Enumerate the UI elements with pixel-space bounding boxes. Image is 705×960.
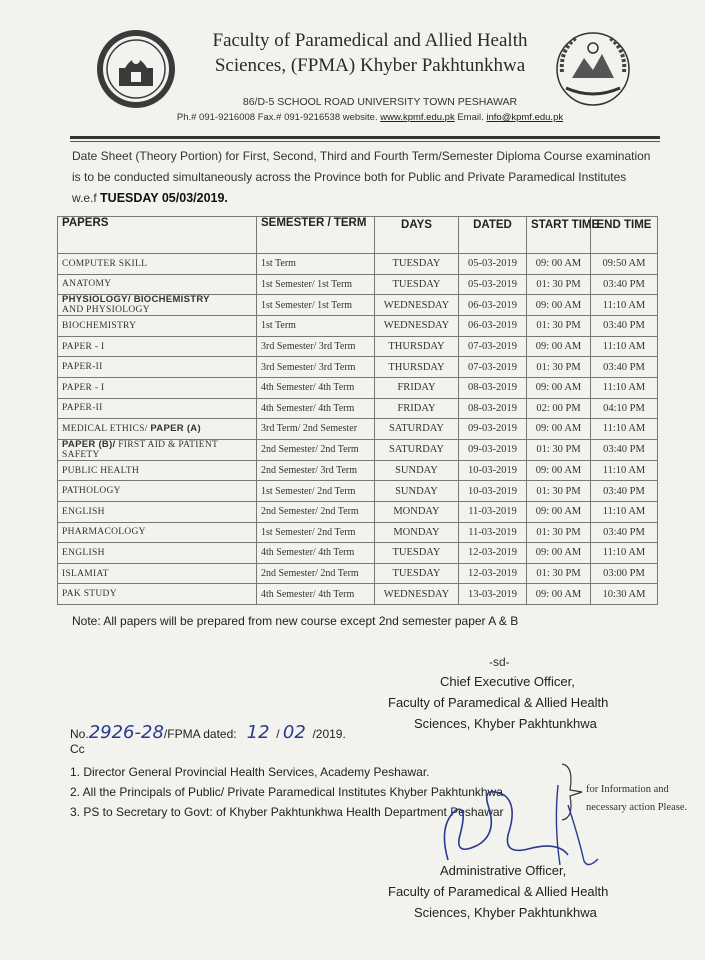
paper-name: PAPER-II xyxy=(62,362,103,373)
cell-date: 13-03-2019 xyxy=(459,584,527,605)
cell-paper xyxy=(58,254,257,275)
paper-name: PAK STUDY xyxy=(62,589,117,600)
cell-end-time: 03:40 PM xyxy=(591,481,658,502)
cell-day: SUNDAY xyxy=(375,460,459,481)
intro-text: Date Sheet (Theory Portion) for First, Second, Third and Fourth Term/Semester Diploma Course examination is to be conducted simultaneously across the Province both for Public and Private Paramedical Institutes w.e.f xyxy=(72,149,651,205)
cell-date: 07-03-2019 xyxy=(459,357,527,378)
cc-label: Cc xyxy=(70,742,85,756)
cell-end-time: 03:00 PM xyxy=(591,563,658,584)
paper-name: PAPER - I xyxy=(62,341,105,352)
ref-no-label: No. xyxy=(70,727,89,741)
cell-date: 12-03-2019 xyxy=(459,563,527,584)
cell-date: 11-03-2019 xyxy=(459,522,527,543)
cell-start-time: 01: 30 PM xyxy=(527,357,591,378)
cell-end-time: 11:10 AM xyxy=(591,419,658,440)
paper-name: ISLAMIAT xyxy=(62,568,109,579)
cell-start-time: 01: 30 PM xyxy=(527,274,591,295)
admin-faculty: Faculty of Paramedical & Allied Health xyxy=(388,884,609,899)
cell-end-time: 11:10 AM xyxy=(591,377,658,398)
cell-paper xyxy=(58,295,257,316)
cell-end-time: 04:10 PM xyxy=(591,398,658,419)
cell-start-time: 09: 00 AM xyxy=(527,543,591,564)
cell-semester: 3rd Term/ 2nd Semester xyxy=(257,419,375,440)
cell-end-time: 11:10 AM xyxy=(591,336,658,357)
table-row xyxy=(58,274,658,295)
cell-date: 06-03-2019 xyxy=(459,316,527,337)
header-start-time: START TIME xyxy=(527,217,591,254)
cell-start-time: 09: 00 AM xyxy=(527,295,591,316)
cell-start-time: 09: 00 AM xyxy=(527,254,591,275)
cell-day: SATURDAY xyxy=(375,419,459,440)
cell-start-time: 01: 30 PM xyxy=(527,481,591,502)
cell-semester: 3rd Semester/ 3rd Term xyxy=(257,336,375,357)
cell-day: TUESDAY xyxy=(375,274,459,295)
email-link[interactable]: info@kpmf.edu.pk xyxy=(486,112,564,123)
title-line-1: Faculty of Paramedical and Allied Health xyxy=(212,30,528,51)
admin-title: Administrative Officer, xyxy=(440,863,567,878)
cc-item-3: 3. PS to Secretary to Govt: of Khyber Pakhtunkhwa Health Department Peshawar xyxy=(70,805,504,819)
ceo-faculty: Faculty of Paramedical & Allied Health xyxy=(388,695,609,710)
table-row xyxy=(58,584,658,605)
cell-paper xyxy=(58,357,257,378)
cell-date: 08-03-2019 xyxy=(459,398,527,419)
cell-semester: 1st Semester/ 1st Term xyxy=(257,274,375,295)
cc-item-2: 2. All the Principals of Public/ Private Paramedical Institutes Khyber Pakhtunkhwa. xyxy=(70,785,507,799)
cell-end-time: 11:10 AM xyxy=(591,460,658,481)
paper-name-cont: AND PHYSIOLOGY xyxy=(62,305,150,316)
table-row xyxy=(58,398,658,419)
website-link[interactable]: www.kpmf.edu.pk xyxy=(380,112,455,123)
cell-paper xyxy=(58,584,257,605)
table-row xyxy=(58,336,658,357)
cell-date: 05-03-2019 xyxy=(459,274,527,295)
cell-start-time: 09: 00 AM xyxy=(527,419,591,440)
cell-date: 10-03-2019 xyxy=(459,460,527,481)
paper-name: ANATOMY xyxy=(62,279,112,290)
cell-paper xyxy=(58,439,257,460)
cell-day: MONDAY xyxy=(375,501,459,522)
sd-mark: -sd- xyxy=(489,655,510,669)
cell-end-time: 11:10 AM xyxy=(591,501,658,522)
table-row xyxy=(58,295,658,316)
ceo-title: Chief Executive Officer, xyxy=(440,674,575,689)
cell-paper xyxy=(58,419,257,440)
cell-semester: 1st Semester/ 2nd Term xyxy=(257,522,375,543)
cell-end-time: 03:40 PM xyxy=(591,439,658,460)
ceo-region: Sciences, Khyber Pakhtunkhwa xyxy=(414,716,597,731)
table-row xyxy=(58,357,658,378)
paper-name: ENGLISH xyxy=(62,506,105,517)
table-row xyxy=(58,316,658,337)
address: 86/D-5 SCHOOL ROAD UNIVERSITY TOWN PESHAWAR xyxy=(242,96,518,108)
fax: Fax.# 091-9216538 xyxy=(257,112,341,123)
table-header-row xyxy=(58,217,658,254)
paper-name: COMPUTER SKILL xyxy=(62,258,148,269)
contact-line xyxy=(130,112,610,123)
table-row xyxy=(58,254,658,275)
note: Note: All papers will be prepared from new course except 2nd semester paper A & B xyxy=(72,614,519,628)
cell-end-time: 03:40 PM xyxy=(591,274,658,295)
email-label: Email. xyxy=(457,112,484,123)
paper-name: PHYSIOLOGY/ BIOCHEMISTRY xyxy=(62,294,210,306)
cell-start-time: 01: 30 PM xyxy=(527,439,591,460)
cell-day: TUESDAY xyxy=(375,254,459,275)
paper-name: ENGLISH xyxy=(62,547,105,558)
cell-end-time: 03:40 PM xyxy=(591,357,658,378)
cell-day: TUESDAY xyxy=(375,543,459,564)
page-title xyxy=(180,28,560,78)
paper-name: PATHOLOGY xyxy=(62,486,121,497)
cell-end-time: 03:40 PM xyxy=(591,522,658,543)
intro-date: TUESDAY 05/03/2019. xyxy=(100,191,228,205)
cell-date: 10-03-2019 xyxy=(459,481,527,502)
cell-day: WEDNESDAY xyxy=(375,584,459,605)
paper-name: PHARMACOLOGY xyxy=(62,527,146,538)
paper-name: BIOCHEMISTRY xyxy=(62,320,137,331)
phone: Ph.# 091-9216008 xyxy=(176,112,256,123)
header-semester: SEMESTER / TERM xyxy=(257,217,375,254)
table-row xyxy=(58,460,658,481)
ref-year: /2019. xyxy=(312,727,346,741)
header-papers: PAPERS xyxy=(58,217,257,254)
cell-semester: 1st Term xyxy=(257,254,375,275)
admin-region: Sciences, Khyber Pakhtunkhwa xyxy=(414,905,597,920)
table-row xyxy=(58,563,658,584)
paper-name: PAPER-II xyxy=(62,403,103,414)
ref-day-handwritten: 12 xyxy=(246,722,270,743)
intro-paragraph xyxy=(72,146,652,209)
for-action-line-1: for Information and xyxy=(586,784,669,795)
ref-month-handwritten: 02 xyxy=(282,722,306,743)
table-row xyxy=(58,501,658,522)
cell-semester: 4th Semester/ 4th Term xyxy=(257,584,375,605)
cell-paper xyxy=(58,274,257,295)
table-row xyxy=(58,522,658,543)
header-dated: DATED xyxy=(459,217,527,254)
header-divider-thin xyxy=(70,141,660,142)
cell-date: 09-03-2019 xyxy=(459,419,527,440)
cell-end-time: 11:10 AM xyxy=(591,295,658,316)
cell-day: MONDAY xyxy=(375,522,459,543)
cell-semester: 2nd Semester/ 2nd Term xyxy=(257,563,375,584)
cell-paper xyxy=(58,563,257,584)
cell-date: 08-03-2019 xyxy=(459,377,527,398)
cell-start-time: 09: 00 AM xyxy=(527,377,591,398)
cell-semester: 2nd Semester/ 3rd Term xyxy=(257,460,375,481)
cell-paper xyxy=(58,543,257,564)
cell-paper xyxy=(58,336,257,357)
paper-name: PUBLIC HEALTH xyxy=(62,465,140,476)
cell-day: WEDNESDAY xyxy=(375,295,459,316)
cell-date: 11-03-2019 xyxy=(459,501,527,522)
cell-start-time: 09: 00 AM xyxy=(527,501,591,522)
cell-semester: 4th Semester/ 4th Term xyxy=(257,377,375,398)
table-row xyxy=(58,419,658,440)
cell-semester: 4th Semester/ 4th Term xyxy=(257,543,375,564)
for-action-line-2: necessary action Please. xyxy=(586,802,688,813)
website-label: website. xyxy=(342,112,378,123)
cell-start-time: 09: 00 AM xyxy=(527,336,591,357)
table-row xyxy=(58,481,658,502)
paper-name: FIRST AID & PATIENT xyxy=(118,439,219,450)
table-row xyxy=(58,377,658,398)
cell-end-time: 11:10 AM xyxy=(591,543,658,564)
cell-semester: 3rd Semester/ 3rd Term xyxy=(257,357,375,378)
cell-paper xyxy=(58,398,257,419)
cell-paper xyxy=(58,481,257,502)
cell-day: TUESDAY xyxy=(375,563,459,584)
cell-semester: 1st Semester/ 2nd Term xyxy=(257,481,375,502)
admin-signature-block xyxy=(388,860,648,923)
cell-day: SATURDAY xyxy=(375,439,459,460)
header-days: DAYS xyxy=(375,217,459,254)
cell-start-time: 02: 00 PM xyxy=(527,398,591,419)
ref-fpma-label: /FPMA dated: xyxy=(163,727,237,741)
cell-date: 05-03-2019 xyxy=(459,254,527,275)
cell-day: WEDNESDAY xyxy=(375,316,459,337)
cell-paper xyxy=(58,377,257,398)
reference-line: No.2926-28/FPMA dated: 12 / 02 /2019. xyxy=(70,722,346,743)
cc-item-1: 1. Director General Provincial Health Services, Academy Peshawar. xyxy=(70,765,430,779)
cell-paper xyxy=(58,316,257,337)
cell-end-time: 09:50 AM xyxy=(591,254,658,275)
paper-name-cont: SAFETY xyxy=(62,449,100,460)
cell-date: 09-03-2019 xyxy=(459,439,527,460)
cell-paper xyxy=(58,522,257,543)
cell-semester: 2nd Semester/ 2nd Term xyxy=(257,501,375,522)
cell-start-time: 09: 00 AM xyxy=(527,584,591,605)
cell-semester: 1st Term xyxy=(257,316,375,337)
cell-semester: 1st Semester/ 1st Term xyxy=(257,295,375,316)
cell-start-time: 01: 30 PM xyxy=(527,563,591,584)
paper-name: PAPER - I xyxy=(62,382,105,393)
table-row xyxy=(58,543,658,564)
cell-start-time: 01: 30 PM xyxy=(527,316,591,337)
cell-end-time: 03:40 PM xyxy=(591,316,658,337)
paper-bold: PAPER (B)/ xyxy=(62,438,116,450)
cell-date: 07-03-2019 xyxy=(459,336,527,357)
cell-end-time: 10:30 AM xyxy=(591,584,658,605)
title-line-2: Sciences, (FPMA) Khyber Pakhtunkhwa xyxy=(214,55,526,76)
paper-name: MEDICAL ETHICS/ xyxy=(62,423,148,434)
cell-paper xyxy=(58,501,257,522)
cell-date: 06-03-2019 xyxy=(459,295,527,316)
paper-bold: PAPER (A) xyxy=(150,422,201,434)
cell-day: THURSDAY xyxy=(375,357,459,378)
ceo-signature-block xyxy=(388,671,638,734)
cell-day: THURSDAY xyxy=(375,336,459,357)
cell-day: FRIDAY xyxy=(375,377,459,398)
cell-start-time: 09: 00 AM xyxy=(527,460,591,481)
cell-paper xyxy=(58,460,257,481)
table-row xyxy=(58,439,658,460)
cell-date: 12-03-2019 xyxy=(459,543,527,564)
cell-semester: 2nd Semester/ 2nd Term xyxy=(257,439,375,460)
header-divider xyxy=(70,136,660,139)
header-end-time: END TIME xyxy=(591,217,658,254)
ref-no-handwritten: 2926-28 xyxy=(88,722,164,743)
cell-day: FRIDAY xyxy=(375,398,459,419)
cell-start-time: 01: 30 PM xyxy=(527,522,591,543)
cell-semester: 4th Semester/ 4th Term xyxy=(257,398,375,419)
date-sheet-table xyxy=(57,216,658,605)
cell-day: SUNDAY xyxy=(375,481,459,502)
